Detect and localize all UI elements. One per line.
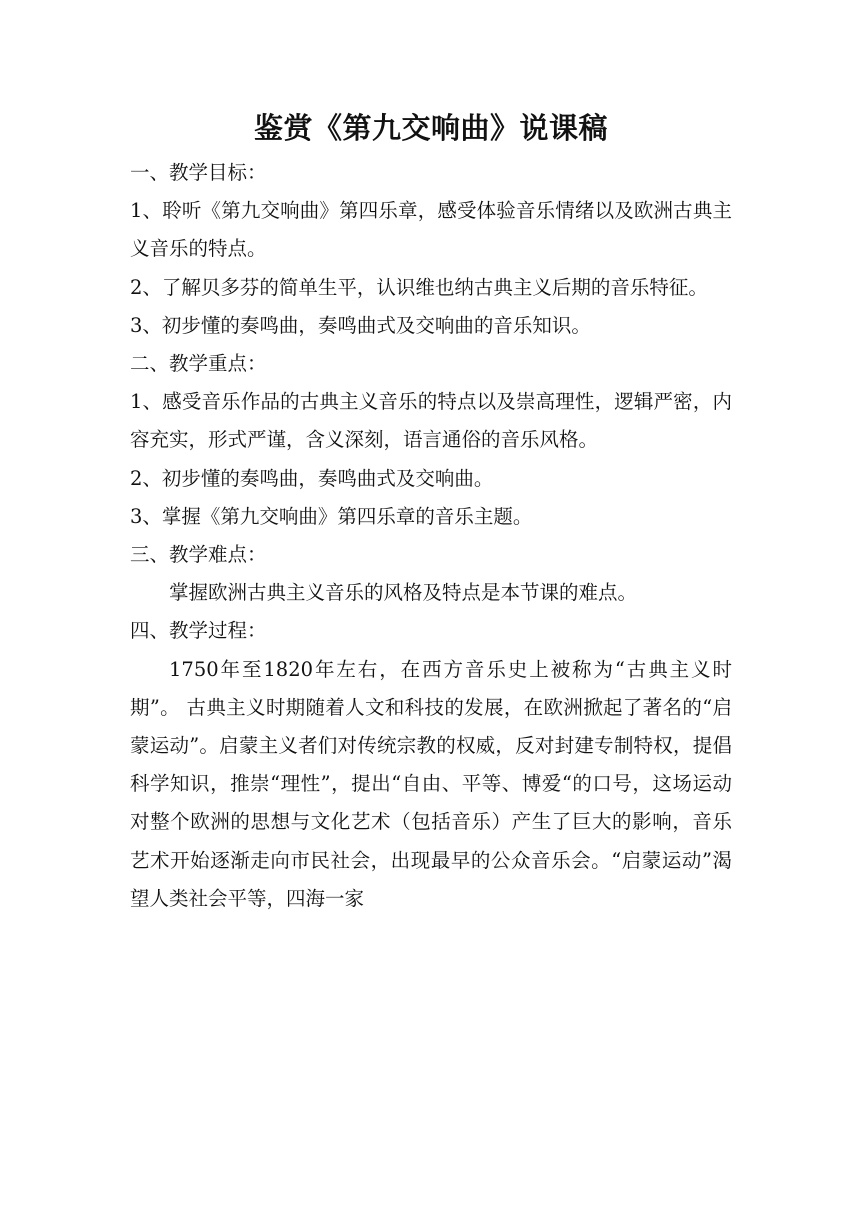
section-heading-teaching-process: 四、教学过程：: [130, 619, 267, 643]
goal-item-1: 1、聆听《第九交响曲》第四乐章，感受体验音乐情绪以及欧洲古典主义音乐的特点。: [130, 199, 732, 261]
process-paragraph: 1750年至1820年左右，在西方音乐史上被称为“古典主义时期”。 古典主义时期随着人文和科技的发展，在欧洲掀起了著名的“启蒙运动”。启蒙主义者们对传统宗教的权威，反对封建专制特权，提倡科学知识，推崇“理性”，提出“自由、平等、博爱“的口号，这场运动对整个欧洲的思想与文化艺术（包括音乐）产生了巨大的影响，音乐艺术开始逐渐走向市民社会，出现最早的公众音乐会。“启蒙运动”渴望人类社会平等，四海一家: [130, 657, 732, 910]
difficulty-paragraph: 掌握欧洲古典主义音乐的风格及特点是本节课的难点。: [169, 581, 638, 605]
section-heading-key-points: 二、教学重点：: [130, 352, 267, 376]
section-heading-teaching-goals: 一、教学目标：: [130, 161, 267, 184]
section-heading-difficulties: 三、教学难点：: [130, 543, 267, 567]
goal-item-3: 3、初步懂的奏鸣曲，奏鸣曲式及交响曲的音乐知识。: [130, 313, 591, 337]
document-title: 鉴赏《第九交响曲》说课稿: [253, 111, 608, 145]
goal-item-2: 2、了解贝多芬的简单生平，认识维也纳古典主义后期的音乐特征。: [130, 275, 708, 299]
key-point-item-1: 1、感受音乐作品的古典主义音乐的特点以及崇高理性，逻辑严密，内容充实，形式严谨，含义深刻，语言通俗的音乐风格。: [130, 390, 732, 452]
key-point-item-2: 2、初步懂的奏鸣曲，奏鸣曲式及交响曲。: [130, 466, 494, 490]
document-page: [130, 104, 732, 918]
key-point-item-3: 3、掌握《第九交响曲》第四乐章的音乐主题。: [130, 504, 533, 528]
